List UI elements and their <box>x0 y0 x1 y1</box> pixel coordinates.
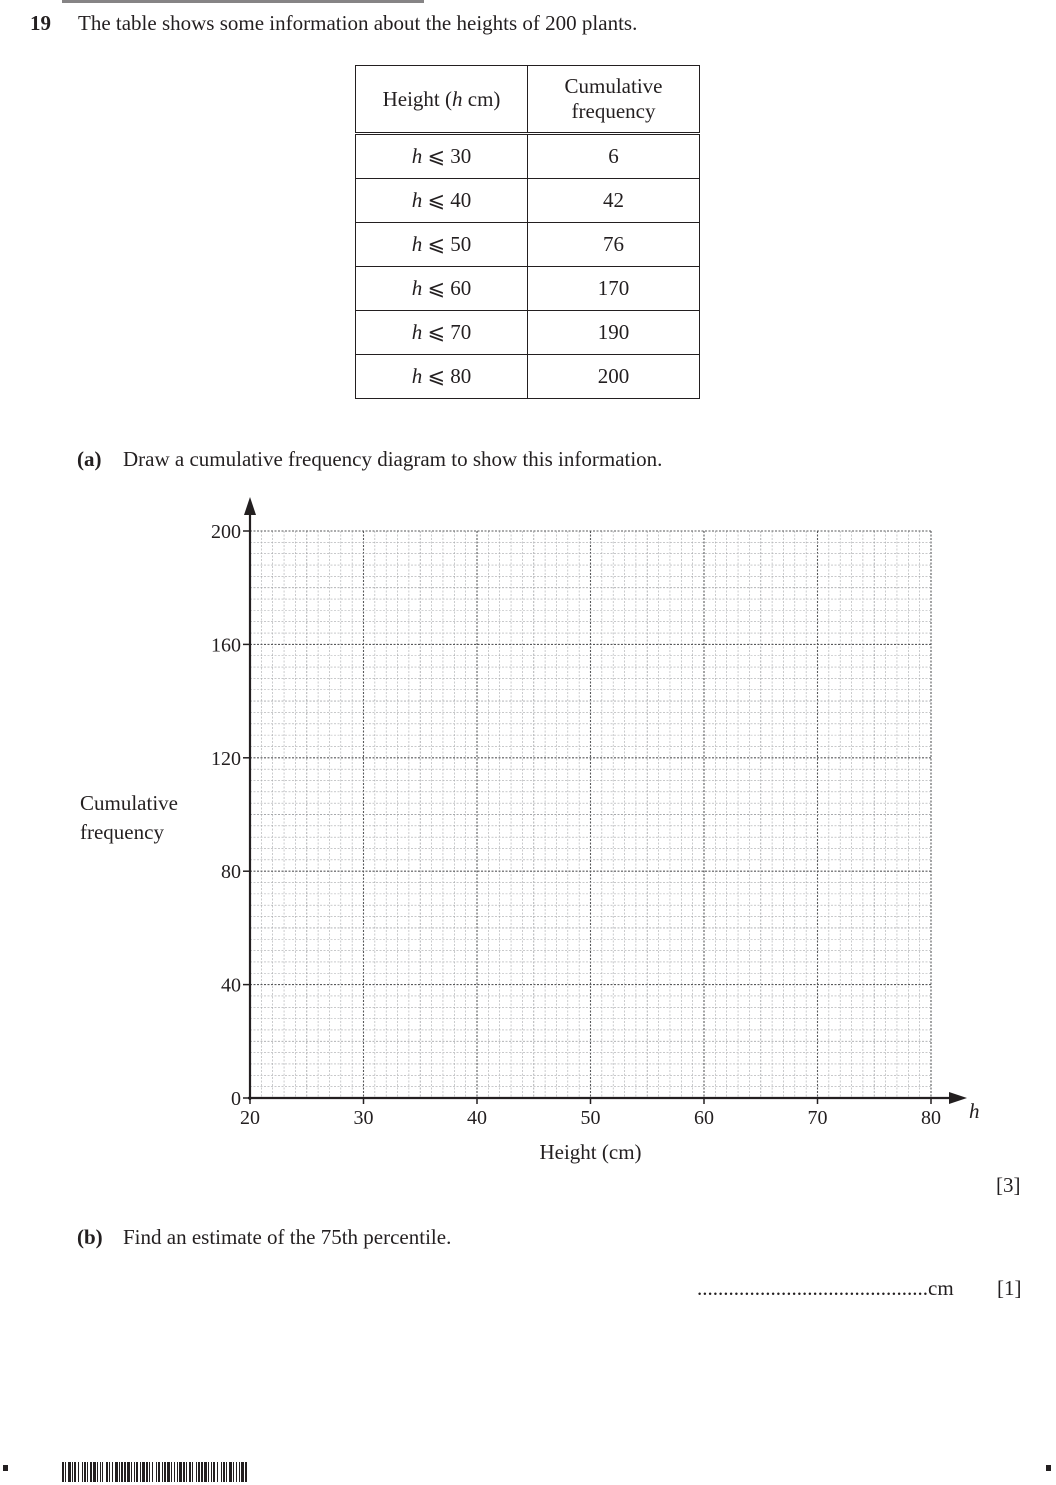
barcode-bar <box>109 1462 110 1482</box>
barcode-bar <box>167 1462 170 1482</box>
frequency-cell: 200 <box>528 355 700 399</box>
barcode-bar <box>97 1462 98 1482</box>
x-tick-label: 70 <box>807 1107 828 1129</box>
barcode-bar <box>208 1462 209 1482</box>
y-axis-label: Cumulative frequency <box>80 791 178 844</box>
frequency-cell: 76 <box>528 223 700 267</box>
barcode-bar <box>142 1462 145 1482</box>
barcode <box>62 1462 424 1482</box>
barcode-bar <box>65 1462 66 1482</box>
x-tick-label: 30 <box>353 1107 374 1129</box>
y-tick-label: 120 <box>211 747 241 770</box>
barcode-bar <box>102 1462 103 1482</box>
y-tick-label: 0 <box>231 1088 241 1110</box>
barcode-bar <box>229 1462 232 1482</box>
barcode-bar <box>239 1462 240 1482</box>
part-a-text: Draw a cumulative frequency diagram to show this information. <box>123 447 663 471</box>
corner-mark-left <box>3 1465 8 1471</box>
barcode-bar <box>177 1462 178 1482</box>
barcode-bar <box>78 1462 79 1482</box>
frequency-cell: 170 <box>528 267 700 311</box>
y-axis-arrow <box>244 497 256 515</box>
x-axis-variable: h <box>969 1099 980 1123</box>
part-b-marks: [1] <box>997 1276 1022 1300</box>
barcode-bar <box>72 1462 73 1482</box>
height-cell: h ⩽ 80 <box>356 355 528 399</box>
barcode-bar <box>82 1462 83 1482</box>
part-b-text: Find an estimate of the 75th percentile. <box>123 1225 452 1249</box>
barcode-bar <box>179 1462 182 1482</box>
barcode-bar <box>87 1462 88 1482</box>
barcode-bar <box>236 1462 237 1482</box>
barcode-bar <box>217 1462 218 1482</box>
barcode-bar <box>156 1462 157 1482</box>
answer-line[interactable]: ............................................cm <box>697 1276 954 1300</box>
barcode-bar <box>131 1462 132 1482</box>
barcode-bar <box>124 1462 126 1482</box>
part-a-marks: [3] <box>996 1173 1021 1197</box>
barcode-bar <box>233 1462 234 1482</box>
barcode-bar <box>245 1462 247 1482</box>
question-number: 19 <box>30 11 51 35</box>
part-a-label: (a) <box>77 447 102 471</box>
frequency-cell: 6 <box>528 134 700 179</box>
barcode-bar <box>106 1462 108 1482</box>
header-height: Height (h cm) <box>356 66 528 134</box>
barcode-bar <box>192 1462 193 1482</box>
barcode-bar <box>189 1462 191 1482</box>
frequency-cell: 190 <box>528 311 700 355</box>
barcode-bar <box>164 1462 166 1482</box>
barcode-bar <box>136 1462 138 1482</box>
y-tick-label: 80 <box>221 861 241 884</box>
height-cell: h ⩽ 50 <box>356 223 528 267</box>
header-cumulative-frequency: Cumulative frequency <box>528 66 700 134</box>
barcode-bar <box>221 1462 222 1482</box>
barcode-bar <box>213 1462 215 1482</box>
barcode-bar <box>134 1462 135 1482</box>
height-cell: h ⩽ 30 <box>356 134 528 179</box>
barcode-bar <box>62 1462 64 1482</box>
barcode-bar <box>186 1462 187 1482</box>
x-axis-label: Height (cm) <box>539 1140 642 1164</box>
barcode-bar <box>93 1462 96 1482</box>
corner-mark-right <box>1046 1465 1051 1471</box>
height-cell: h ⩽ 40 <box>356 179 528 223</box>
x-tick-label: 40 <box>467 1107 487 1129</box>
barcode-bar <box>226 1462 227 1482</box>
barcode-bar <box>149 1462 150 1482</box>
barcode-bar <box>183 1462 185 1482</box>
barcode-bar <box>84 1462 86 1482</box>
barcode-bar <box>198 1462 200 1482</box>
x-tick-label: 20 <box>240 1107 260 1129</box>
barcode-bar <box>196 1462 197 1482</box>
barcode-bar <box>223 1462 225 1482</box>
barcode-bar <box>121 1462 123 1482</box>
barcode-bar <box>152 1462 153 1482</box>
barcode-bar <box>204 1462 207 1482</box>
barcode-bar <box>162 1462 163 1482</box>
y-tick-label: 160 <box>211 634 241 657</box>
barcode-bar <box>201 1462 203 1482</box>
part-b-label: (b) <box>77 1225 103 1249</box>
barcode-bar <box>90 1462 92 1482</box>
barcode-bar <box>158 1462 160 1482</box>
x-axis-arrow <box>949 1092 967 1104</box>
height-cell: h ⩽ 60 <box>356 267 528 311</box>
x-tick-label: 80 <box>921 1107 941 1129</box>
barcode-bar <box>112 1462 113 1482</box>
barcode-bar <box>146 1462 148 1482</box>
barcode-bar <box>100 1462 101 1482</box>
barcode-bar <box>174 1462 175 1482</box>
height-cell: h ⩽ 70 <box>356 311 528 355</box>
barcode-bar <box>74 1462 76 1482</box>
y-tick-label: 200 <box>211 521 241 543</box>
barcode-bar <box>140 1462 141 1482</box>
barcode-bar <box>211 1462 212 1482</box>
barcode-bar <box>119 1462 120 1482</box>
y-tick-label: 40 <box>221 974 241 997</box>
barcode-bar <box>127 1462 130 1482</box>
barcode-bar <box>68 1462 71 1482</box>
question-text: The table shows some information about the heights of 200 plants. <box>78 11 638 35</box>
barcode-bar <box>241 1462 244 1482</box>
barcode-bar <box>115 1462 118 1482</box>
x-tick-label: 50 <box>580 1107 601 1129</box>
frequency-cell: 42 <box>528 179 700 223</box>
x-tick-label: 60 <box>694 1107 714 1129</box>
barcode-bar <box>171 1462 172 1482</box>
